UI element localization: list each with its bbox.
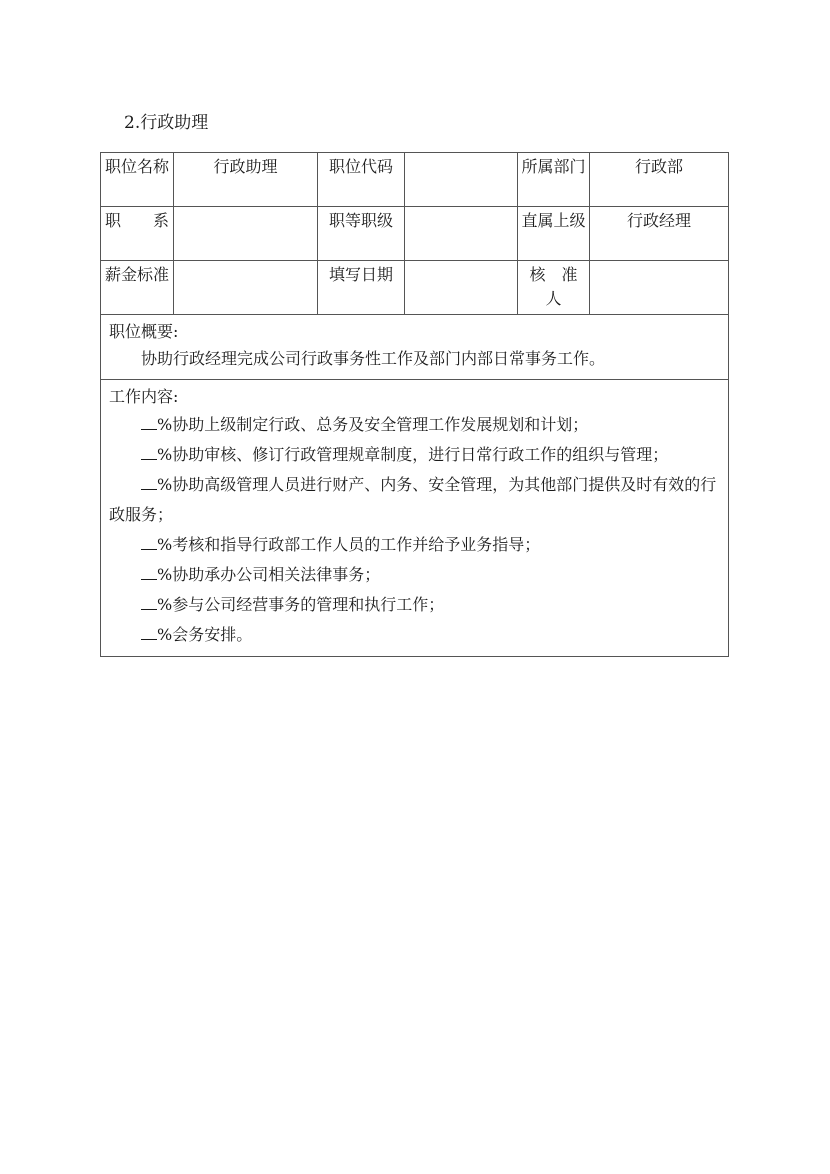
value-grade-level	[405, 207, 518, 261]
blank-underline	[141, 533, 157, 550]
table-row	[101, 207, 729, 261]
table-row	[101, 315, 729, 380]
summary-text: 协助行政经理完成公司行政事务性工作及部门内部日常事务工作。	[141, 349, 606, 368]
blank-underline	[141, 413, 157, 430]
duty-text: %协助上级制定行政、总务及安全管理工作发展规划和计划；	[157, 415, 589, 434]
duty-text: %协助审核、修订行政管理规章制度，进行日常行政工作的组织与管理；	[157, 445, 669, 464]
label-direct-supervisor: 直属上级	[518, 207, 590, 261]
table-row	[101, 380, 729, 657]
label-position-name: 职位名称	[101, 153, 174, 207]
duty-text: %考核和指导行政部工作人员的工作并给予业务指导；	[157, 535, 541, 554]
value-department: 行政部	[590, 153, 729, 207]
label-department: 所属部门	[518, 153, 590, 207]
section-heading: 2.行政助理	[124, 113, 209, 133]
value-approver	[590, 261, 729, 315]
list-item	[109, 530, 720, 560]
work-content	[101, 380, 729, 657]
label-approver: 核 准 人	[518, 261, 590, 315]
summary-title: 职位概要:	[109, 322, 179, 341]
value-job-family	[174, 207, 318, 261]
label-job-family: 职 系	[101, 207, 174, 261]
blank-underline	[141, 623, 157, 640]
list-item	[109, 470, 720, 530]
blank-underline	[141, 563, 157, 580]
list-item	[109, 560, 720, 590]
job-description-table	[100, 152, 729, 657]
duty-text: %协助高级管理人员进行财产、内务、安全管理，为其他部门提供及时有效的行政服务；	[109, 475, 717, 524]
label-position-code: 职位代码	[318, 153, 405, 207]
label-salary-standard: 薪金标准	[101, 261, 174, 315]
duty-text: %参与公司经营事务的管理和执行工作；	[157, 595, 445, 614]
duty-text: %会务安排。	[157, 625, 253, 644]
blank-underline	[141, 473, 157, 490]
value-fill-date	[405, 261, 518, 315]
table-row	[101, 153, 729, 207]
blank-underline	[141, 443, 157, 460]
value-position-code	[405, 153, 518, 207]
table-row	[101, 261, 729, 315]
label-grade-level: 职等职级	[318, 207, 405, 261]
duties-title: 工作内容:	[109, 387, 179, 406]
blank-underline	[141, 593, 157, 610]
label-fill-date: 填写日期	[318, 261, 405, 315]
list-item	[109, 440, 720, 470]
list-item	[109, 590, 720, 620]
value-salary-standard	[174, 261, 318, 315]
list-item	[109, 620, 720, 650]
value-direct-supervisor: 行政经理	[590, 207, 729, 261]
value-position-name: 行政助理	[174, 153, 318, 207]
duty-text: %协助承办公司相关法律事务；	[157, 565, 381, 584]
list-item	[109, 410, 720, 440]
duties-list	[109, 410, 720, 650]
position-summary	[101, 315, 729, 380]
